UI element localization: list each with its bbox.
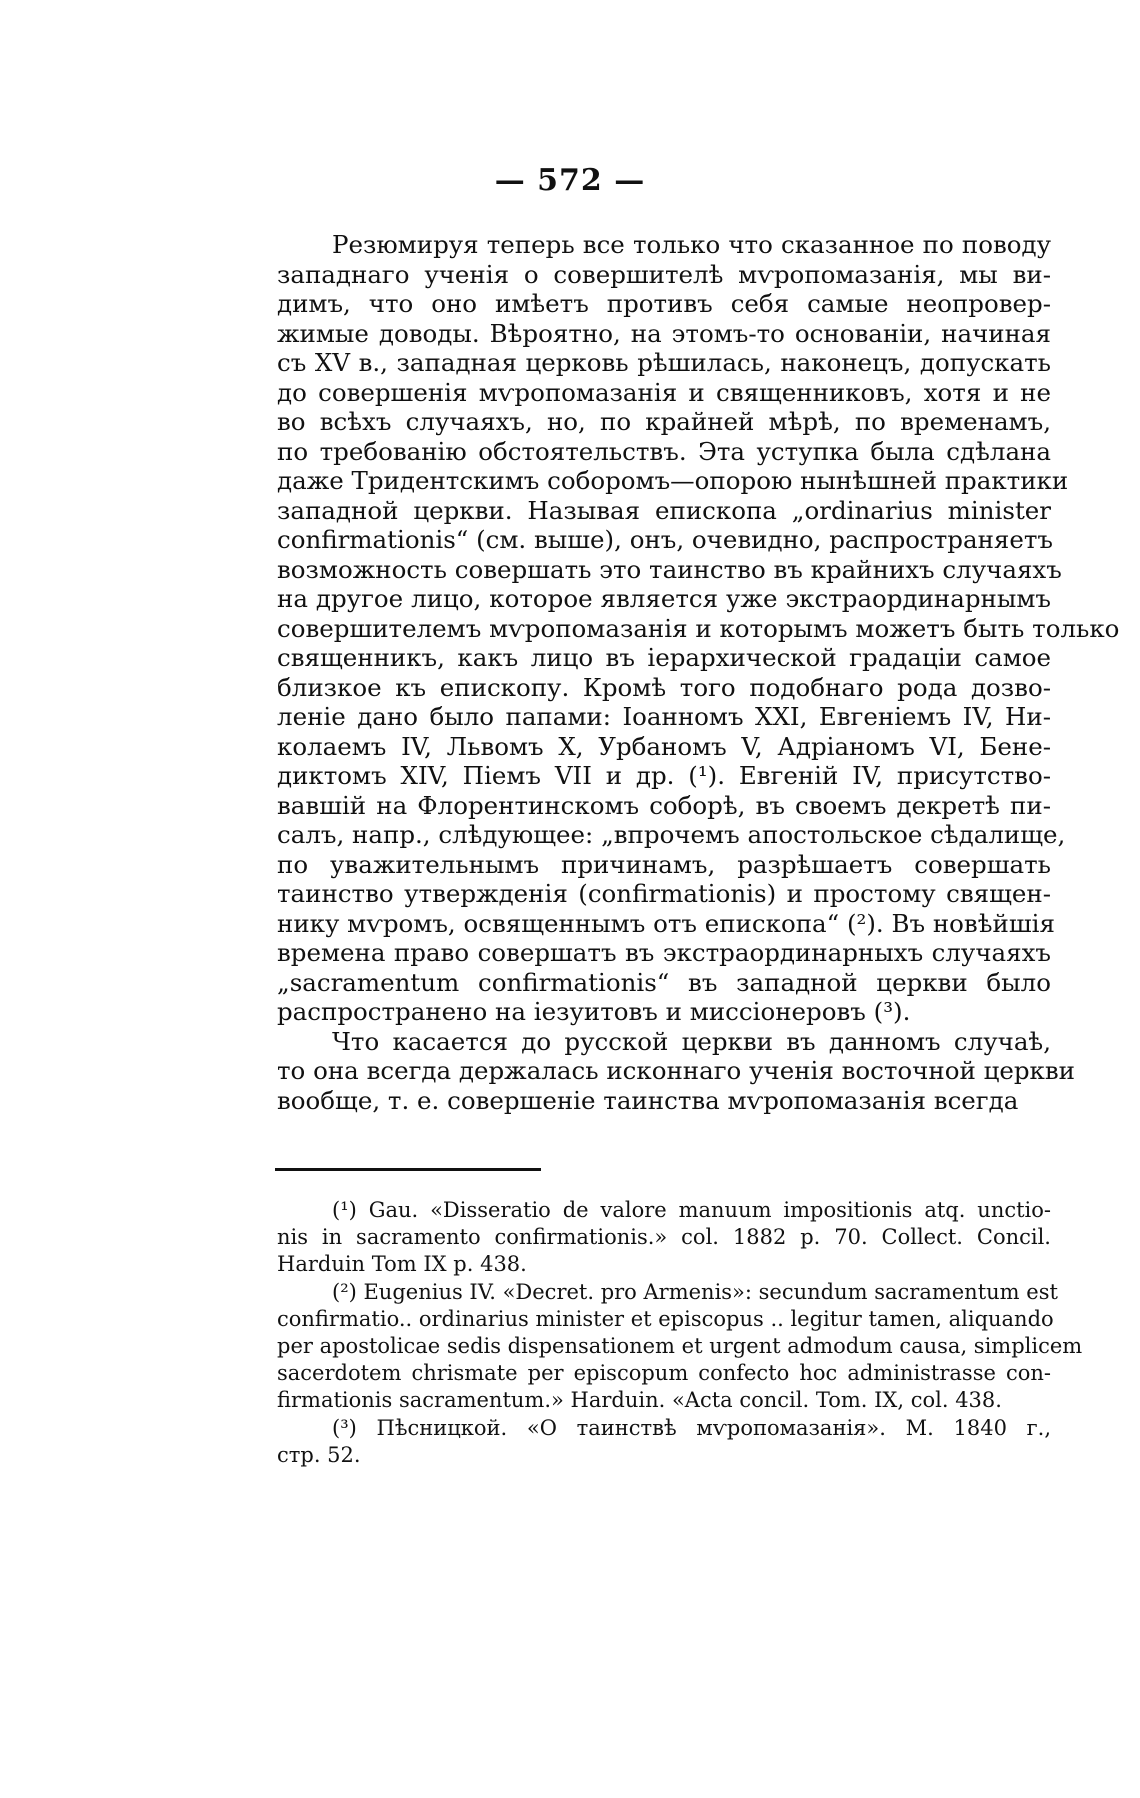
text-line: времена право совершатъ въ экстраординарныхъ случаяхъ [277, 938, 1051, 967]
text-line: димъ, что оно имѣетъ противъ себя самые неопровер- [277, 289, 1051, 318]
text-line: леніе дано было папами: Іоанномъ XXI, Евгеніемъ IV, Ни- [277, 702, 1051, 731]
text-line: западной церкви. Называя епископа „ordinarius minister [277, 495, 1051, 525]
body-text [277, 230, 1120, 1115]
text-line: нику мѵромъ, освященнымъ отъ епископа“ (²). Въ новѣйшія [277, 908, 1055, 938]
text-line: даже Тридентскимъ соборомъ—опорою нынѣшней практики [277, 466, 1069, 495]
footnote-3 [277, 1415, 1051, 1469]
footnote-1 [277, 1197, 1051, 1279]
text-line: жимые доводы. Вѣроятно, на этомъ-то основаніи, начиная [277, 318, 1051, 348]
text-line: близкое къ епископу. Кромѣ того подобнаго рода дозво- [277, 672, 1051, 702]
text-line: западнаго ученія о совершителѣ мѵропомазанія, мы ви- [277, 259, 1051, 289]
text-line: съ XV в., западная церковь рѣшилась, наконецъ, допускать [277, 348, 1051, 377]
page-number: — 572 — [494, 163, 646, 198]
text-line: возможность совершать это таинство въ крайнихъ случаяхъ [277, 554, 1062, 584]
text-line: во всѣхъ случаяхъ, но, по крайней мѣрѣ, по временамъ, [277, 407, 1051, 436]
text-line: по уважительнымъ причинамъ, разрѣшаетъ совершать [277, 849, 1051, 879]
footnote-line: confirmatio.. ordinarius minister et episcopus .. legitur tamen, aliquando [277, 1306, 1054, 1331]
footnote-line: стр. 52. [277, 1442, 361, 1467]
footnote-line: nis in sacramento confirmationis.» col. 1882 p. 70. Collect. Concil. [277, 1225, 1051, 1250]
text-line: confirmationis“ (см. выше), онъ, очевидно, распространяетъ [277, 525, 1054, 554]
footnote-2 [277, 1279, 1083, 1415]
text-line: салъ, напр., слѣдующее: „впрочемъ апостольское сѣдалище, [277, 820, 1066, 849]
text-line: Что касается до русской церкви въ данномъ случаѣ, [332, 1026, 1051, 1056]
text-line: по требованію обстоятельствъ. Эта уступка была сдѣлана [277, 436, 1051, 466]
text-line: на другое лицо, которое является уже экстраординарнымъ [277, 584, 1051, 613]
footnote-line: Harduin Tom IX p. 438. [277, 1252, 527, 1277]
footnote-line: sacerdotem chrismate per episcopum confecto hoc administrasse con- [277, 1361, 1051, 1386]
footnote-line: (³) Пѣсницкой. «О таинствѣ мѵропомазанія». М. 1840 г., [332, 1415, 1051, 1440]
text-line: колаемъ IV, Львомъ X, Урбаномъ V, Адріаномъ VI, Бене- [277, 731, 1051, 761]
footnotes [277, 1197, 1083, 1469]
footnote-line: (¹) Gau. «Disseratio de valore manuum impositionis atq. unctio- [332, 1198, 1051, 1222]
text-line: вавшій на Флорентинскомъ соборѣ, въ своемъ декретѣ пи- [277, 790, 1051, 820]
text-line: вообще, т. е. совершеніе таинства мѵропомазанія всегда [277, 1085, 1019, 1115]
text-line: до совершенія мѵропомазанія и священниковъ, хотя и не [277, 377, 1051, 407]
footnote-rule [275, 1168, 541, 1171]
footnote-line: firmationis sacramentum.» Harduin. «Acta concil. Tom. IX, col. 438. [277, 1388, 1002, 1413]
text-line: таинство утвержденія (confirmationis) и простому священ- [277, 879, 1051, 908]
footnote-line: (²) Eugenius IV. «Decret. pro Armenis»: secundum sacramentum est [332, 1279, 1058, 1304]
text-line: совершителемъ мѵропомазанія и которымъ можетъ быть только [277, 613, 1120, 643]
text-line: распространено на іезуитовъ и миссіонеровъ (³). [277, 997, 911, 1026]
text-line: Резюмируя теперь все только что сказанное по поводу [332, 230, 1051, 259]
text-line: „sacramentum confirmationis“ въ западной церкви было [277, 967, 1051, 997]
text-line: диктомъ XIV, Піемъ VII и др. (¹). Евгеній IV, присутство- [277, 761, 1051, 790]
paragraph-1 [277, 230, 1120, 1027]
text-line: то она всегда держалась исконнаго ученія восточной церкви [277, 1056, 1075, 1085]
footnote-line: per apostolicae sedis dispensationem et urgent admodum causa, simplicem [277, 1333, 1083, 1358]
text-line: священникъ, какъ лицо въ іерархической градаціи самое [277, 643, 1051, 672]
paragraph-2 [277, 1026, 1075, 1116]
